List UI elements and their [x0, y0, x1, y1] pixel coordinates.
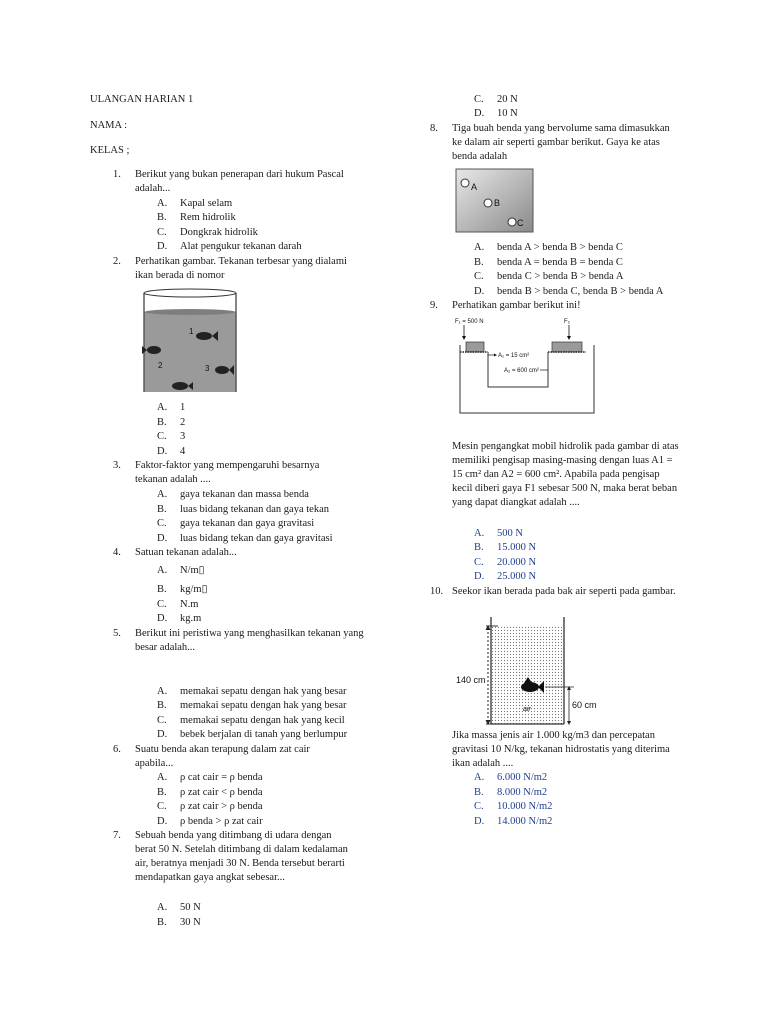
q3-number: 3. — [113, 460, 121, 471]
q9-option-d-letter: D. — [474, 571, 485, 582]
q5-option-a: memakai sepatu dengan hak yang besar — [180, 686, 347, 697]
q7-option-c-letter: C. — [474, 94, 484, 105]
q9-fig-f2: F₂ — [564, 319, 570, 325]
q7-option-a: 50 N — [180, 902, 201, 913]
q1-text: Berikut yang bukan penerapan dari hukum Pascal adalah... — [135, 169, 344, 194]
q10-option-d-letter: D. — [474, 816, 485, 827]
q5-option-c-letter: C. — [157, 715, 167, 726]
q8-option-d: benda B > benda C, benda B > benda A — [497, 286, 664, 297]
q5-option-a-letter: A. — [157, 686, 168, 697]
q1-option-c-letter: C. — [157, 227, 167, 238]
q9-option-d: 25.000 N — [497, 571, 537, 582]
q2-option-c: 3 — [180, 431, 186, 442]
q1-number: 1. — [113, 169, 121, 180]
q3-option-a: gaya tekanan dan massa benda — [180, 489, 309, 500]
q1-option-a-letter: A. — [157, 198, 168, 209]
q8-fig-label-a: A — [471, 182, 478, 192]
q7-option-a-letter: A. — [157, 902, 168, 913]
q4-option-b: kg/m▯ — [180, 584, 208, 595]
q9-option-a: 500 N — [497, 528, 523, 539]
q5-option-c: memakai sepatu dengan hak yang kecil — [180, 715, 345, 726]
q2-option-b-letter: B. — [157, 417, 167, 428]
q10-option-b-letter: B. — [474, 787, 484, 798]
q3-option-d: luas bidang tekan dan gaya gravitasi — [180, 533, 333, 544]
q10-fig-water-label: air — [523, 706, 531, 713]
q9-text: Perhatikan gambar berikut ini! — [452, 300, 581, 311]
q2-option-a: 1 — [180, 402, 186, 413]
q3-option-b-letter: B. — [157, 504, 167, 515]
q2-option-d-letter: D. — [157, 446, 168, 457]
q10-fig-h1: 140 cm — [456, 675, 486, 685]
q8-option-b: benda A = benda B = benda C — [497, 257, 623, 268]
q10-number: 10. — [430, 586, 444, 597]
q4-text: Satuan tekanan adalah... — [135, 547, 237, 558]
q2-text: Perhatikan gambar. Tekanan terbesar yang dialami ikan berada di nomor — [135, 256, 347, 281]
q4-option-a-letter: A. — [157, 565, 168, 576]
q5-option-b-letter: B. — [157, 700, 167, 711]
q4-option-a: N/m▯ — [180, 565, 205, 576]
q3-option-d-letter: D. — [157, 533, 168, 544]
q7-number: 7. — [113, 830, 121, 841]
q9-option-c-letter: C. — [474, 557, 484, 568]
q6-text: Suatu benda akan terapung dalam zat cair apabila... — [135, 744, 310, 769]
q9-body-text: Mesin pengangkat mobil hidrolik pada gambar di atas memiliki pengisap masing-masing dengan luas A1 = 15 cm² dan A2 = 600 cm². Apabila pada pengisap kecil diberi gaya F1 sebesar 500 N, maka berat beban yang dapat diangkat adalah .... — [452, 441, 679, 508]
q1-option-b: Rem hidrolik — [180, 212, 236, 223]
q2-option-a-letter: A. — [157, 402, 168, 413]
q7-option-c: 20 N — [497, 94, 518, 105]
q8-number: 8. — [430, 123, 438, 134]
q4-option-c: N.m — [180, 599, 199, 610]
q4-option-d: kg.m — [180, 613, 202, 624]
q9-option-a-letter: A. — [474, 528, 485, 539]
q10-fig-h2: 60 cm — [572, 700, 597, 710]
q7-text: Sebuah benda yang ditimbang di udara dengan berat 50 N. Setelah ditimbang di dalam kedalaman air, beratnya menjadi 30 N. Benda tersebut berarti mendapatkan gaya angkat sebesar... — [135, 830, 348, 883]
q3-option-a-letter: A. — [157, 489, 168, 500]
q6-option-c: ρ zat cair > ρ benda — [180, 801, 263, 812]
q1-option-d: Alat pengukur tekanan darah — [180, 241, 302, 252]
q6-number: 6. — [113, 744, 121, 755]
q5-option-d-letter: D. — [157, 729, 168, 740]
q6-option-a-letter: A. — [157, 772, 168, 783]
q6-option-b-letter: B. — [157, 787, 167, 798]
q2-number: 2. — [113, 256, 121, 267]
q8-option-a: benda A > benda B > benda C — [497, 242, 623, 253]
name-label: NAMA : — [90, 120, 128, 131]
q7-option-b-letter: B. — [157, 917, 167, 928]
q8-option-c-letter: C. — [474, 271, 484, 282]
q1-option-a: Kapal selam — [180, 198, 233, 209]
q4-option-c-letter: C. — [157, 599, 167, 610]
class-label: KELAS ; — [90, 145, 130, 156]
q5-number: 5. — [113, 628, 121, 639]
q8-fig-label-b: B — [494, 198, 501, 208]
q8-text: Tiga buah benda yang bervolume sama dimasukkan ke dalam air seperti gambar berikut. Gaya ke atas benda adalah — [452, 123, 670, 162]
q10-option-a-letter: A. — [474, 772, 485, 783]
q2-option-b: 2 — [180, 417, 186, 428]
q6-option-b: ρ zat cair < ρ benda — [180, 787, 263, 798]
q5-option-d: bebek berjalan di tanah yang berlumpur — [180, 729, 348, 740]
q2-fig-label-2: 2 — [158, 361, 163, 370]
page-title: ULANGAN HARIAN 1 — [90, 94, 194, 105]
q6-option-c-letter: C. — [157, 801, 167, 812]
q3-option-c: gaya tekanan dan gaya gravitasi — [180, 518, 315, 529]
q8-option-c: benda C > benda B > benda A — [497, 271, 624, 282]
q10-option-b: 8.000 N/m2 — [497, 787, 548, 798]
q9-fig-a1: A₁ = 15 cm² — [498, 353, 530, 359]
q10-option-c-letter: C. — [474, 801, 484, 812]
q10-fish-tank-figure — [452, 614, 608, 730]
q9-number: 9. — [430, 300, 438, 311]
q8-fig-label-c: C — [517, 218, 524, 228]
q4-number: 4. — [113, 547, 121, 558]
q6-option-a: ρ cat cair = ρ benda — [180, 772, 263, 783]
q8-option-a-letter: A. — [474, 242, 485, 253]
q8-option-d-letter: D. — [474, 286, 485, 297]
q6-option-d-letter: D. — [157, 816, 168, 827]
q7-option-d-letter: D. — [474, 108, 485, 119]
q9-fig-a2: A₂ = 600 cm² — [504, 368, 539, 374]
q2-option-c-letter: C. — [157, 431, 167, 442]
q10-text: Seekor ikan berada pada bak air seperti pada gambar. — [452, 586, 676, 597]
q4-option-d-letter: D. — [157, 613, 168, 624]
q3-text: Faktor-faktor yang mempengaruhi besarnya tekanan adalah .... — [135, 460, 320, 485]
q9-fig-f1: F₁ = 500 N — [455, 319, 484, 325]
q9-option-b-letter: B. — [474, 542, 484, 553]
q10-option-a: 6.000 N/m2 — [497, 772, 548, 783]
q1-option-c: Dongkrak hidrolik — [180, 227, 258, 238]
q1-option-b-letter: B. — [157, 212, 167, 223]
q6-option-d: ρ benda > ρ zat cair — [180, 816, 263, 827]
q5-text: Berikut ini peristiwa yang menghasilkan tekanan yang besar adalah... — [135, 628, 364, 653]
q3-option-c-letter: C. — [157, 518, 167, 529]
q2-fig-label-1: 1 — [189, 327, 194, 336]
q7-option-d: 10 N — [497, 108, 518, 119]
q9-option-b: 15.000 N — [497, 542, 537, 553]
q10-body-text: Jika massa jenis air 1.000 kg/m3 dan percepatan gravitasi 10 N/kg, tekanan hidrostatis yang diterima ikan adalah .... — [452, 730, 670, 769]
q10-option-c: 10.000 N/m2 — [497, 801, 553, 812]
q8-objects-in-water-figure — [455, 168, 535, 234]
q5-option-b: memakai sepatu dengan hak yang besar — [180, 700, 347, 711]
q3-option-b: luas bidang tekanan dan gaya tekan — [180, 504, 329, 515]
q2-fig-label-3: 3 — [205, 364, 210, 373]
q9-option-c: 20.000 N — [497, 557, 537, 568]
q9-hydraulic-figure — [452, 314, 604, 416]
q2-option-d: 4 — [180, 446, 186, 457]
q8-option-b-letter: B. — [474, 257, 484, 268]
q10-option-d: 14.000 N/m2 — [497, 816, 553, 827]
q2-fish-tank-figure — [140, 288, 240, 394]
q1-option-d-letter: D. — [157, 241, 168, 252]
q4-option-b-letter: B. — [157, 584, 167, 595]
q7-option-b: 30 N — [180, 917, 201, 928]
